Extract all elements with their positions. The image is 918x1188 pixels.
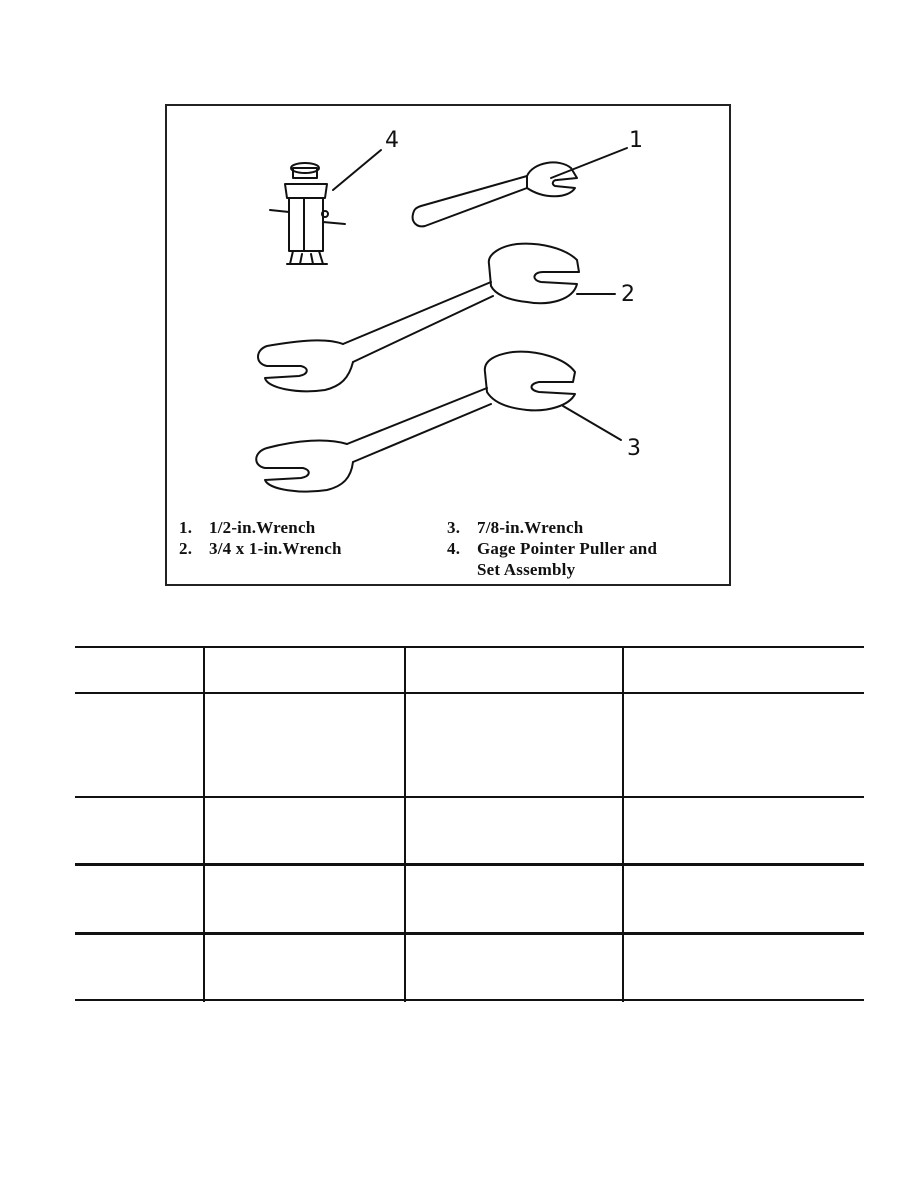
- callout-2: 2: [621, 282, 635, 307]
- legend-item-2: [179, 538, 342, 559]
- legend-item-4: [447, 538, 657, 559]
- table-row-divider: [75, 796, 864, 798]
- seven-eighths-inch-wrench-drawing: [256, 352, 575, 492]
- legend-label: 3/4 x 1-in.Wrench: [209, 539, 342, 558]
- callout-3-leader: [563, 406, 621, 440]
- gage-pointer-puller-drawing: [270, 163, 345, 264]
- legend-item-4-continuation: Set Assembly: [477, 560, 576, 579]
- legend-item-3: [447, 517, 657, 538]
- legend-label: Gage Pointer Puller and: [477, 539, 658, 558]
- callout-3: 3: [627, 436, 641, 461]
- callout-1: 1: [629, 128, 643, 153]
- table-row-divider: [75, 863, 864, 866]
- legend-number: 1.: [179, 518, 193, 537]
- legend-item-1: [179, 517, 342, 538]
- table-row-divider: [75, 932, 864, 935]
- legend-number: 3.: [447, 518, 461, 537]
- table-column-divider: [622, 646, 624, 1002]
- three-quarter-by-one-inch-wrench-drawing: [258, 244, 579, 392]
- legend-number: 4.: [447, 539, 461, 558]
- tools-illustration: [167, 106, 733, 588]
- legend-left-column: [179, 517, 342, 559]
- legend-label: 1/2-in.Wrench: [209, 518, 316, 537]
- callout-4-leader: [333, 150, 381, 190]
- half-inch-wrench-drawing: [413, 162, 577, 226]
- legend-right-column: [447, 517, 657, 580]
- callout-4: 4: [385, 128, 399, 153]
- empty-table: [75, 646, 864, 1002]
- tools-figure: [165, 104, 731, 586]
- table-column-divider: [404, 646, 406, 1002]
- legend-label: 7/8-in.Wrench: [477, 518, 584, 537]
- table-column-divider: [203, 646, 205, 1002]
- legend-number: 2.: [179, 539, 193, 558]
- table-header-divider: [75, 692, 864, 694]
- table-bottom-border: [75, 999, 864, 1001]
- table-top-border: [75, 646, 864, 648]
